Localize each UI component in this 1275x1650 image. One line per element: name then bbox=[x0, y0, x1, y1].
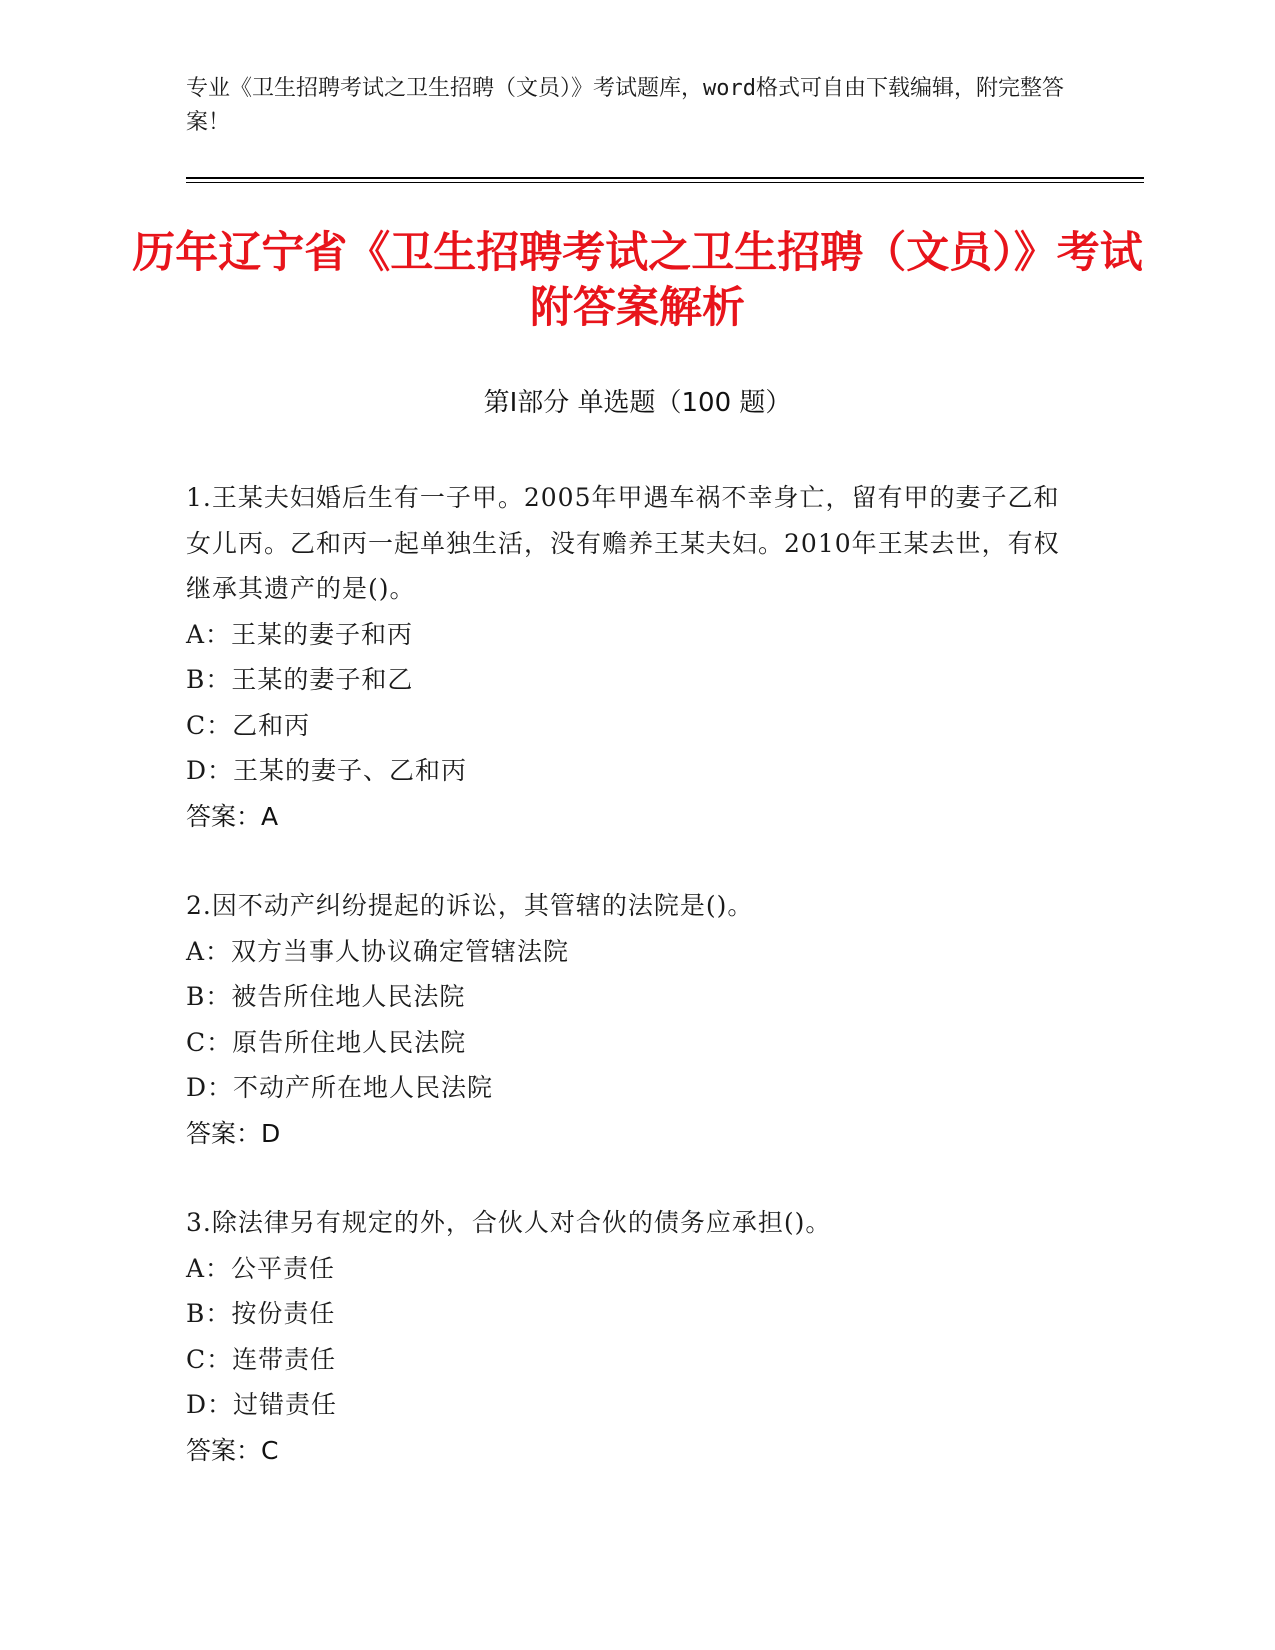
question-stem: 3.除法律另有规定的外，合伙人对合伙的债务应承担()。 bbox=[186, 1208, 832, 1237]
header-rule-thick bbox=[186, 177, 1144, 179]
option-a: A：公平责任 bbox=[186, 1253, 336, 1283]
question-list bbox=[186, 475, 1066, 1517]
option-d: D：王某的妻子、乙和丙 bbox=[186, 756, 468, 785]
option-a: A：双方当事人协议确定管辖法院 bbox=[186, 936, 570, 966]
header-note: 专业《卫生招聘考试之卫生招聘（文员）》考试题库，word格式可自由下载编辑，附完整答案！ bbox=[186, 76, 1064, 135]
section-title: 第Ⅰ部分 单选题（100 题） bbox=[483, 388, 792, 418]
question-2 bbox=[186, 883, 1066, 1156]
question-stem: 1.王某夫妇婚后生有一子甲。2005年甲遇车祸不幸身亡，留有甲的妻子乙和女儿丙。乙和丙一起单独生活，没有赡养王某夫妇。2010年王某去世，有权继承其遗产的是()。 bbox=[186, 483, 1060, 603]
option-b: B：被告所住地人民法院 bbox=[186, 982, 466, 1011]
option-c: C：原告所住地人民法院 bbox=[186, 1027, 467, 1057]
option-b: B：王某的妻子和乙 bbox=[186, 665, 414, 694]
option-c: C：乙和丙 bbox=[186, 710, 311, 740]
answer: 答案：A bbox=[186, 801, 279, 831]
option-c: C：连带责任 bbox=[186, 1344, 337, 1374]
question-stem: 2.因不动产纠纷提起的诉讼，其管辖的法院是()。 bbox=[186, 891, 754, 920]
document-title: 历年辽宁省《卫生招聘考试之卫生招聘（文员）》考试附答案解析 bbox=[132, 228, 1143, 333]
question-1 bbox=[186, 475, 1066, 839]
option-d: D：不动产所在地人民法院 bbox=[186, 1073, 494, 1102]
option-b: B：按份责任 bbox=[186, 1299, 336, 1328]
option-a: A：王某的妻子和丙 bbox=[186, 619, 414, 649]
option-d: D：过错责任 bbox=[186, 1390, 338, 1419]
question-3 bbox=[186, 1200, 1066, 1473]
answer: 答案：D bbox=[186, 1118, 281, 1148]
header-rule-thin bbox=[186, 182, 1144, 183]
answer: 答案：C bbox=[186, 1435, 279, 1465]
